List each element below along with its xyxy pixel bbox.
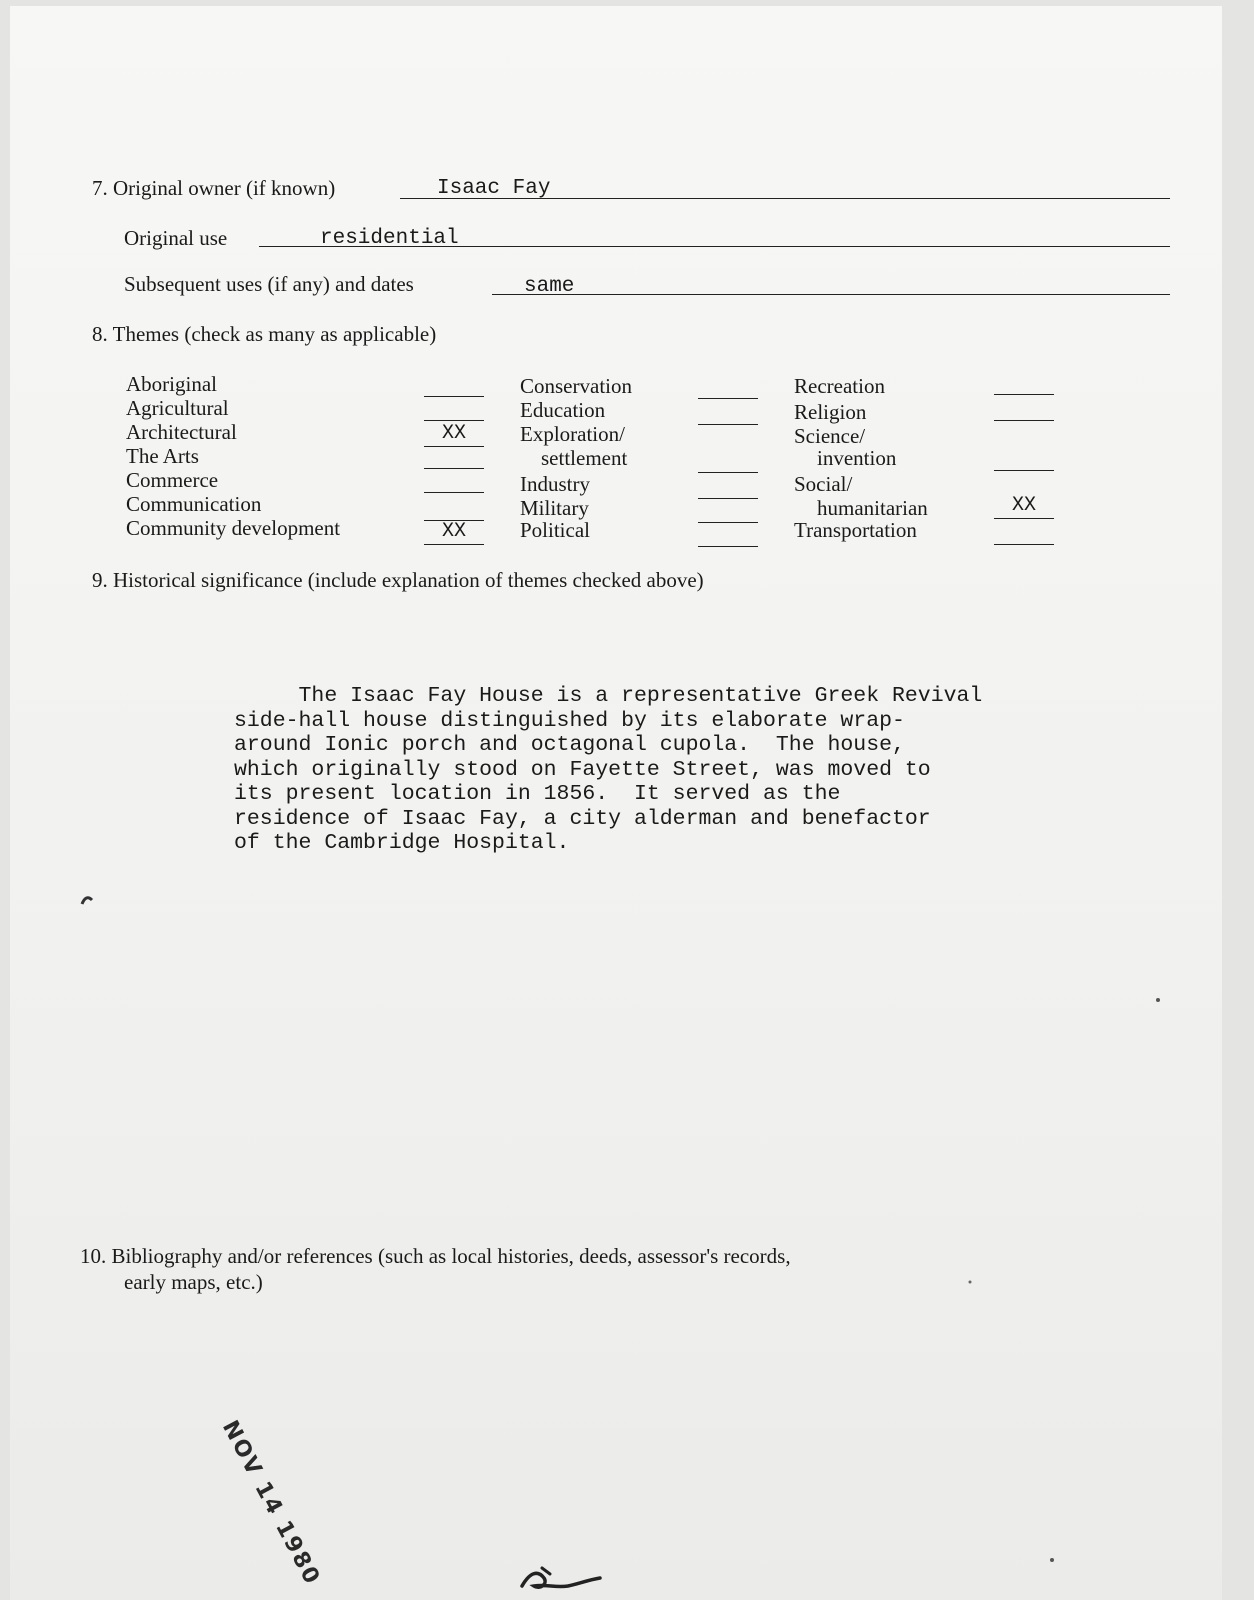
original-use-label: Original use [124,226,228,250]
received-date-stamp: NOV 14 1980 [216,1416,325,1590]
check-community-development[interactable]: XX [424,520,484,545]
theme-recreation: Recreation [794,374,885,398]
subsequent-uses-value: same [524,275,575,298]
significance-line: residence of Isaac Fay, a city alderman and benefactor [234,806,931,831]
significance-line: of the Cambridge Hospital. [234,831,570,855]
check-social-humanitarian[interactable]: XX [994,494,1054,519]
theme-transportation: Transportation [794,518,917,542]
theme-exploration: Exploration/ [520,422,625,446]
original-use-value: residential [320,227,459,250]
theme-religion: Religion [794,400,867,424]
check-architectural[interactable]: XX [424,422,484,447]
theme-political: Political [520,518,590,542]
themes-heading: 8. Themes (check as many as applicable) [92,322,437,346]
significance-line: side-hall house distinguished by its elaborate wrap- [234,708,905,733]
historical-significance-heading: 9. Historical significance (include explanation of themes checked above) [92,568,704,592]
theme-industry: Industry [520,472,590,496]
bibliography-heading-cont: early maps, etc.) [124,1270,263,1294]
theme-agricultural: Agricultural [126,396,229,420]
original-owner-value: Isaac Fay [437,177,551,200]
theme-social: Social/ [794,472,853,496]
theme-communication: Communication [126,492,262,516]
theme-aboriginal: Aboriginal [126,372,217,396]
theme-commerce: Commerce [126,468,219,492]
subsequent-uses-label: Subsequent uses (if any) and dates [124,272,414,296]
theme-invention: invention [817,446,897,470]
significance-line: which originally stood on Fayette Street, was moved to [234,757,931,782]
theme-architectural: Architectural [126,420,237,444]
theme-the-arts: The Arts [126,444,199,468]
theme-settlement: settlement [541,446,628,470]
theme-humanitarian: humanitarian [817,496,928,520]
original-owner-label: 7. Original owner (if known) [92,176,336,200]
theme-education: Education [520,398,606,422]
significance-line: The Isaac Fay House is a representative Greek Revival [234,684,983,708]
theme-conservation: Conservation [520,374,632,398]
significance-line: around Ionic porch and octagonal cupola. The house, [234,733,905,757]
bibliography-heading: 10. Bibliography and/or references (such as local histories, deeds, assessor's records, [80,1244,791,1268]
theme-science: Science/ [794,424,866,448]
theme-community-development: Community development [126,516,341,540]
significance-line: its present location in 1856. It served as the [234,782,841,806]
theme-military: Military [520,496,589,520]
